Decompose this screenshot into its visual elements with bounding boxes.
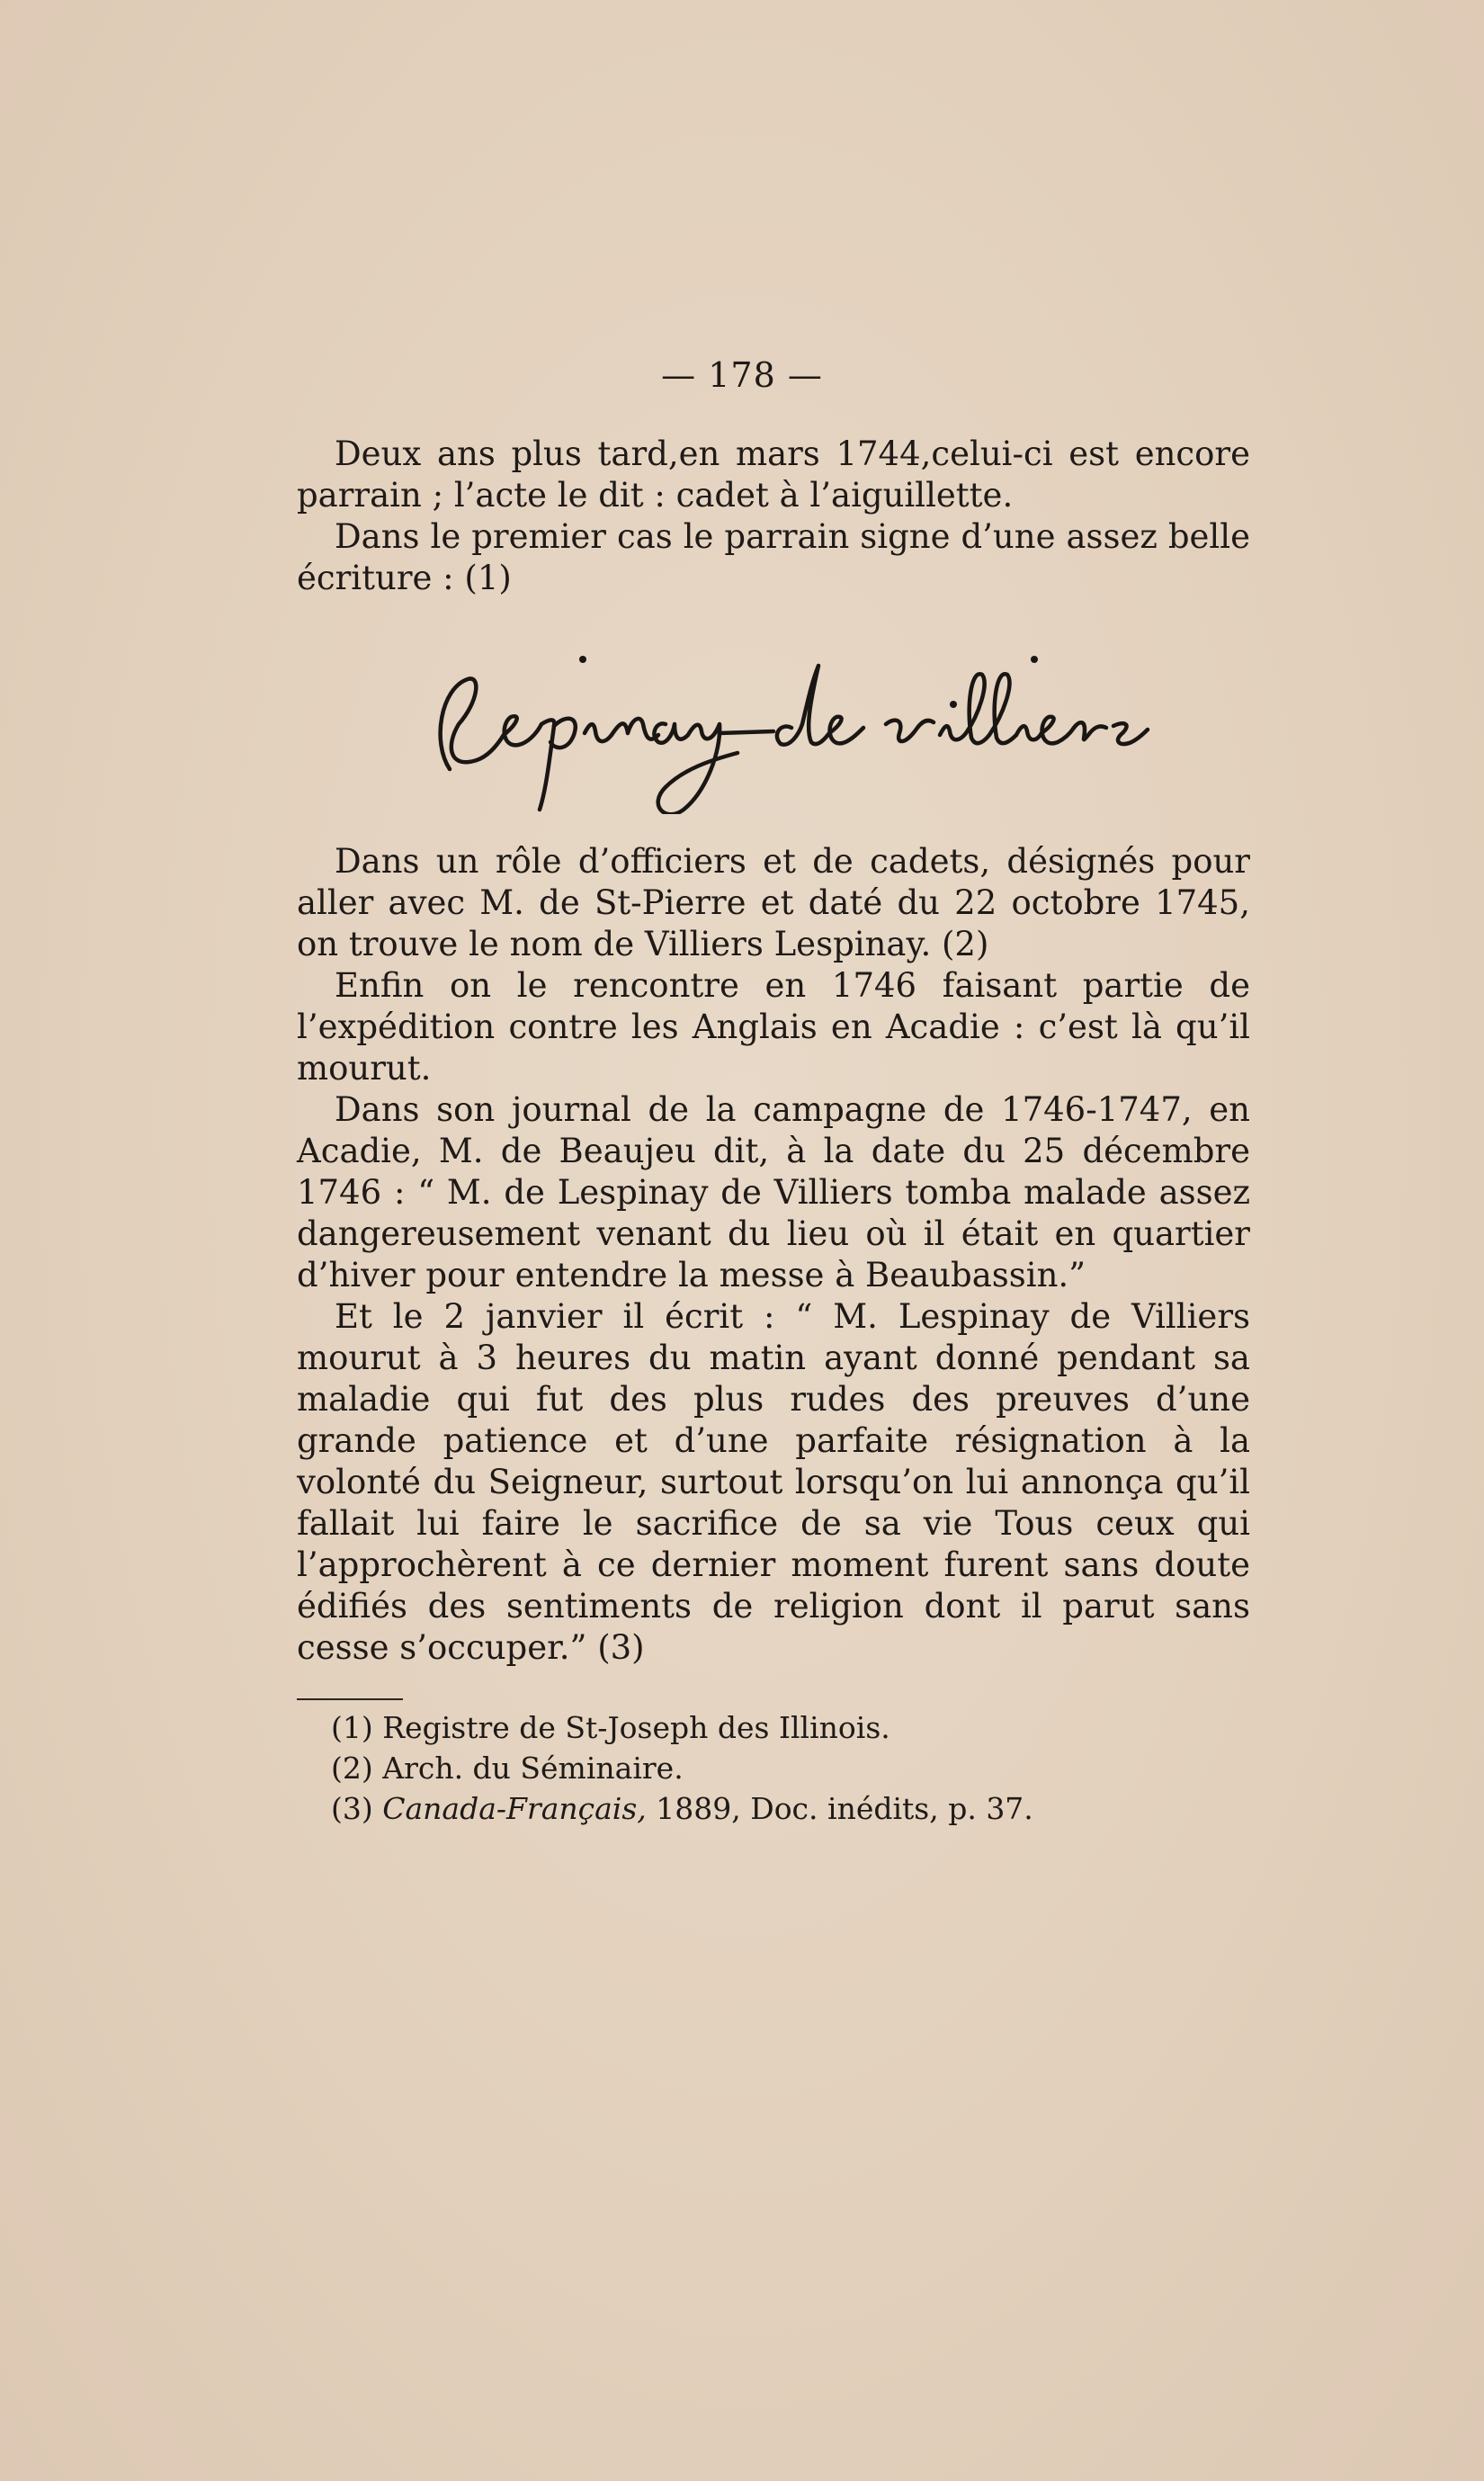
- paragraph: Deux ans plus tard,en mars 1744,celui-ci est encore parrain ; l’acte le dit : cadet à l’aiguillette.: [297, 434, 1250, 515]
- text-block-bottom: [297, 841, 1250, 1669]
- paragraph: Et le 2 janvier il écrit : “ M. Lespinay de Villiers mourut à 3 heures du matin ayant donné pendant sa maladie qui fut des plus rudes des preuves d’une grande patience et d’une parfaite résignation à la volonté du Seigneur, surtout lorsqu’on lui annonça qu’il fallait lui faire le sacrifice de sa vie Tous ceux qui l’approchèrent à ce dernier moment furent sans doute édifiés des sentiments de religion dont il parut sans cesse s’occuper.” (3): [297, 1297, 1250, 1667]
- footnote: (1) Registre de St-Joseph des Illinois.: [331, 1710, 890, 1745]
- text-block-top: [297, 434, 1250, 599]
- footnote-details: 1889, Doc. inédits, p. 37.: [646, 1791, 1033, 1826]
- footnote: [331, 1788, 1230, 1829]
- footnote-source-title: Canada-Français,: [382, 1791, 647, 1826]
- page-number: — 178 —: [661, 355, 823, 395]
- handwritten-signature: [396, 634, 1187, 814]
- footnote-number: (3): [331, 1791, 383, 1826]
- footnote: (2) Arch. du Séminaire.: [331, 1751, 684, 1786]
- paragraph: Dans un rôle d’officiers et de cadets, désignés pour aller avec M. de St-Pierre et daté du 22 octobre 1745, on trouve le nom de Villiers Lespinay. (2): [297, 842, 1250, 963]
- footnotes: [331, 1707, 1230, 1829]
- paragraph: Enfin on le rencontre en 1746 faisant partie de l’expédition contre les Anglais en Acadie : c’est là qu’il mourut.: [297, 966, 1250, 1088]
- footnote-divider: [297, 1698, 403, 1700]
- paragraph: Dans son journal de la campagne de 1746-1747, en Acadie, M. de Beaujeu dit, à la date du 25 décembre 1746 : “ M. de Lespinay de Villiers tomba malade assez dangereusement venant du lieu où il était en quartier d’hiver pour entendre la messe à Beaubassin.”: [297, 1090, 1250, 1294]
- paragraph: Dans le premier cas le parrain signe d’une assez belle écriture : (1): [297, 517, 1250, 597]
